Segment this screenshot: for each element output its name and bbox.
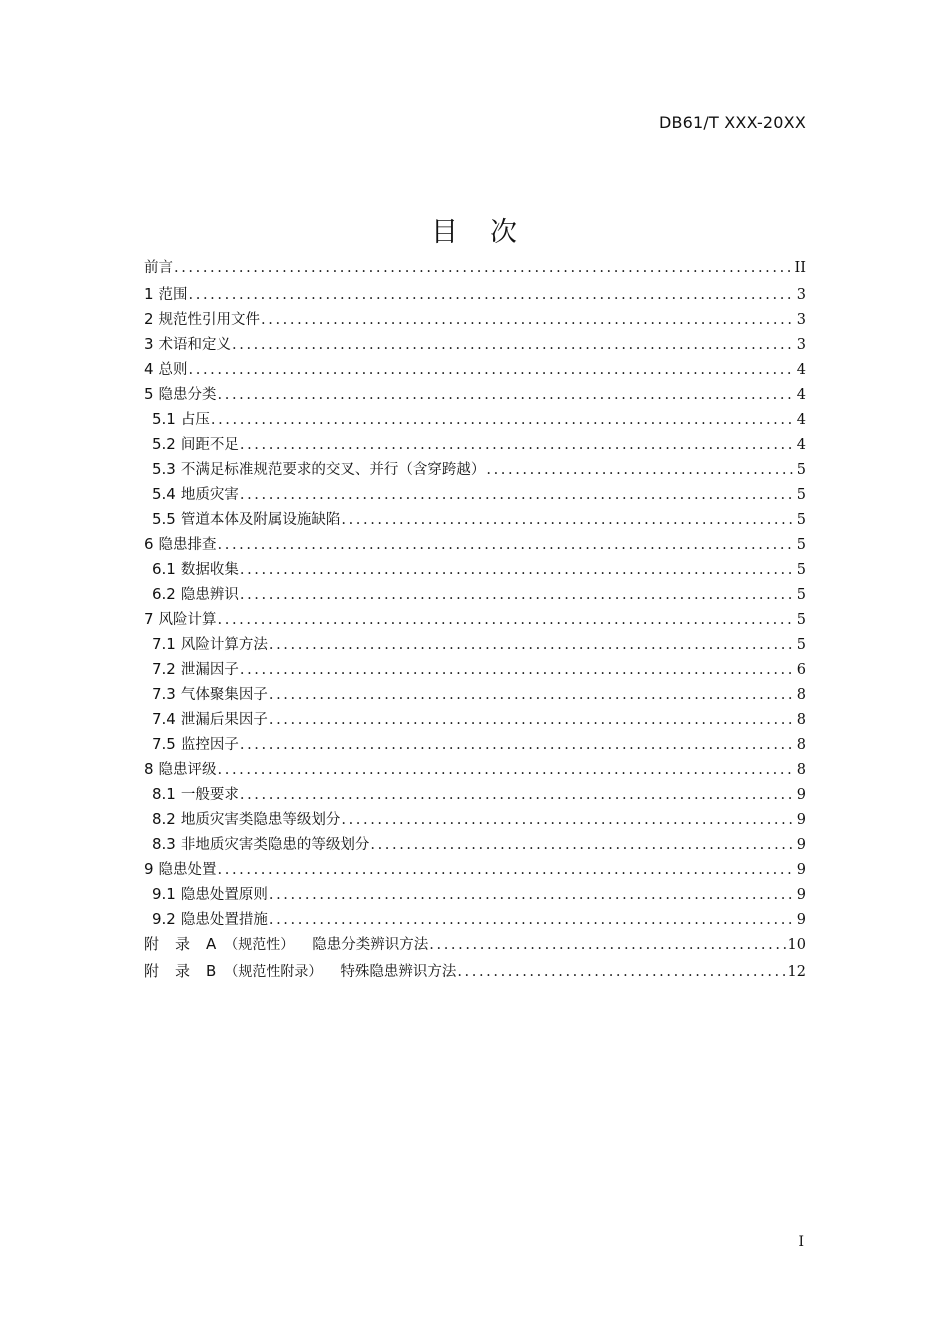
toc-entry-number: 4 xyxy=(144,360,154,378)
toc-entry[interactable] xyxy=(144,808,806,833)
toc-dot-leader xyxy=(188,287,795,303)
appendix-prefix xyxy=(144,960,216,981)
toc-dot-leader xyxy=(239,737,795,753)
toc-dot-leader xyxy=(456,964,785,980)
toc-entry-number: 6 xyxy=(144,535,154,553)
toc-entry[interactable] xyxy=(144,358,806,383)
toc-entry-page: 6 xyxy=(796,662,806,678)
toc-entry-number: 8 xyxy=(144,760,154,778)
toc-entry-number: 9 xyxy=(144,860,154,878)
toc-entry-page: II xyxy=(794,260,806,276)
toc-title-char-2: 次 xyxy=(490,217,519,248)
toc-entry-label: 泄漏后果因子 xyxy=(180,712,268,728)
page-number: I xyxy=(798,1234,804,1250)
toc-dot-leader xyxy=(268,712,795,728)
toc-entry[interactable] xyxy=(144,583,806,608)
toc-entry-page: 9 xyxy=(796,812,806,828)
toc-entry-page: 4 xyxy=(796,412,806,428)
toc-entry-page: 4 xyxy=(796,437,806,453)
toc-entry[interactable] xyxy=(144,883,806,908)
toc-entry-page: 8 xyxy=(796,737,806,753)
appendix-lu: 录 xyxy=(175,962,191,980)
toc-entry-number: 7.4 xyxy=(152,710,176,728)
toc-entry-number: 5.3 xyxy=(152,460,176,478)
toc-entry-label: 非地质灾害类隐患的等级划分 xyxy=(180,837,370,853)
toc-entry-number: 3 xyxy=(144,335,154,353)
toc-entry-page: 3 xyxy=(796,287,806,303)
toc-entry-label: 隐患分类 xyxy=(158,387,217,403)
toc-dot-leader xyxy=(239,562,795,578)
toc-entry-label: 隐患排查 xyxy=(158,537,217,553)
toc-dot-leader xyxy=(188,362,795,378)
toc-dot-leader xyxy=(173,260,793,276)
toc-entry-label: 范围 xyxy=(158,287,188,303)
appendix-letter: B xyxy=(206,962,217,980)
toc-entry[interactable] xyxy=(144,283,806,308)
toc-entry-number: 8.2 xyxy=(152,810,176,828)
toc-appendix-entry[interactable] xyxy=(144,933,806,960)
toc-dot-leader xyxy=(239,487,795,503)
toc-dot-leader xyxy=(485,462,794,478)
toc-dot-leader xyxy=(217,387,795,403)
toc-entry[interactable] xyxy=(144,333,806,358)
toc-entry-number: 6.2 xyxy=(152,585,176,603)
toc-entry-page: 5 xyxy=(796,512,806,528)
toc-entry[interactable] xyxy=(144,383,806,408)
toc-entry[interactable] xyxy=(144,458,806,483)
toc-dot-leader xyxy=(268,912,795,928)
toc-entry-label: 隐患辨识 xyxy=(180,587,239,603)
toc-entry-page: 5 xyxy=(796,462,806,478)
toc-entry-label: 风险计算 xyxy=(158,612,217,628)
appendix-kind: （规范性附录） xyxy=(224,964,323,980)
toc-dot-leader xyxy=(268,887,795,903)
toc-dot-leader xyxy=(340,812,794,828)
toc-entry[interactable] xyxy=(144,608,806,633)
toc-entry[interactable] xyxy=(144,483,806,508)
toc-entry[interactable] xyxy=(144,508,806,533)
standard-code: DB61/T XXX-20XX xyxy=(658,113,806,132)
toc-entry[interactable] xyxy=(144,633,806,658)
toc-entry-label: 风险计算方法 xyxy=(180,637,268,653)
toc-entry-label: 不满足标准规范要求的交叉、并行（含穿跨越） xyxy=(180,462,486,478)
toc-title-char-1: 目 xyxy=(431,217,460,248)
toc-entry-number: 8.3 xyxy=(152,835,176,853)
toc-entry-label: 泄漏因子 xyxy=(180,662,239,678)
toc-entry-page: 4 xyxy=(796,362,806,378)
toc-entry[interactable] xyxy=(144,683,806,708)
toc-dot-leader xyxy=(239,437,795,453)
toc-entry-page: 9 xyxy=(796,862,806,878)
toc-entry-label: 规范性引用文件 xyxy=(158,312,261,328)
toc-dot-leader xyxy=(239,787,795,803)
toc-entry-label: 一般要求 xyxy=(180,787,239,803)
appendix-label: 特殊隐患辨识方法 xyxy=(340,964,457,980)
toc-dot-leader xyxy=(369,837,794,853)
toc-dot-leader xyxy=(217,762,795,778)
toc-entry-number: 7.1 xyxy=(152,635,176,653)
toc-entry-number: 7.3 xyxy=(152,685,176,703)
toc-entry-page: 9 xyxy=(796,787,806,803)
appendix-letter: A xyxy=(206,935,217,953)
toc-dot-leader xyxy=(268,687,795,703)
toc-dot-leader xyxy=(239,587,795,603)
toc-entry[interactable] xyxy=(144,908,806,933)
toc-entry-number: 8.1 xyxy=(152,785,176,803)
toc-dot-leader xyxy=(210,412,795,428)
toc-dot-leader xyxy=(217,537,795,553)
toc-entry-number: 7.5 xyxy=(152,735,176,753)
toc-entry-label: 气体聚集因子 xyxy=(180,687,268,703)
toc-entry-number: 9.2 xyxy=(152,910,176,928)
toc-entry-page: 3 xyxy=(796,337,806,353)
table-of-contents xyxy=(144,256,806,987)
toc-entry-label: 地质灾害类隐患等级划分 xyxy=(180,812,341,828)
appendix-kind: （规范性） xyxy=(224,937,295,953)
toc-entry-page: 9 xyxy=(796,912,806,928)
toc-entry-number: 5 xyxy=(144,385,154,403)
appendix-fu: 附 xyxy=(144,962,160,980)
toc-entry-number: 5.4 xyxy=(152,485,176,503)
toc-entry[interactable] xyxy=(144,408,806,433)
appendix-fu: 附 xyxy=(144,935,160,953)
toc-entry[interactable] xyxy=(144,758,806,783)
toc-entry-page: 5 xyxy=(796,637,806,653)
toc-entry-label: 占压 xyxy=(180,412,210,428)
toc-dot-leader xyxy=(217,612,795,628)
toc-entry[interactable] xyxy=(144,733,806,758)
toc-entry-page: 5 xyxy=(796,587,806,603)
toc-dot-leader xyxy=(428,937,785,953)
toc-entry-page: 5 xyxy=(796,562,806,578)
toc-entry-number: 5.1 xyxy=(152,410,176,428)
toc-entry-label: 术语和定义 xyxy=(158,337,232,353)
toc-entry-label: 隐患处置措施 xyxy=(180,912,268,928)
toc-entry[interactable] xyxy=(144,708,806,733)
toc-entry-label: 数据收集 xyxy=(180,562,239,578)
toc-entry[interactable] xyxy=(144,558,806,583)
toc-entry[interactable] xyxy=(144,833,806,858)
toc-entry-page: 9 xyxy=(796,887,806,903)
toc-entry[interactable] xyxy=(144,433,806,458)
toc-entry-number: 6.1 xyxy=(152,560,176,578)
toc-entry-label: 前言 xyxy=(144,260,173,276)
toc-entry-number: 5.5 xyxy=(152,510,176,528)
toc-dot-leader xyxy=(268,637,795,653)
toc-entry-page: 5 xyxy=(796,487,806,503)
toc-entry[interactable] xyxy=(144,308,806,333)
toc-dot-leader xyxy=(239,662,795,678)
appendix-label: 隐患分类辨识方法 xyxy=(312,937,429,953)
toc-entry-label: 隐患评级 xyxy=(158,762,217,778)
toc-entry-label: 管道本体及附属设施缺陷 xyxy=(180,512,341,528)
toc-entry-label: 地质灾害 xyxy=(180,487,239,503)
toc-entry-page: 8 xyxy=(796,762,806,778)
toc-dot-leader xyxy=(260,312,795,328)
toc-entry-label: 总则 xyxy=(158,362,188,378)
toc-entry-page: 3 xyxy=(796,312,806,328)
toc-entry-label: 监控因子 xyxy=(180,737,239,753)
toc-entry-page: 8 xyxy=(796,687,806,703)
toc-entry[interactable] xyxy=(144,533,806,558)
toc-entry-label: 隐患处置 xyxy=(158,862,217,878)
toc-entry-label: 隐患处置原则 xyxy=(180,887,268,903)
toc-dot-leader xyxy=(340,512,794,528)
toc-dot-leader xyxy=(217,862,795,878)
toc-entry-page: 9 xyxy=(796,837,806,853)
appendix-page: 12 xyxy=(787,964,806,980)
toc-entry[interactable] xyxy=(144,256,806,283)
toc-title xyxy=(0,210,950,249)
toc-entry-page: 5 xyxy=(796,612,806,628)
toc-entry-page: 5 xyxy=(796,537,806,553)
appendix-prefix xyxy=(144,933,216,954)
appendix-page: 10 xyxy=(787,937,806,953)
toc-entry[interactable] xyxy=(144,783,806,808)
toc-entry-page: 4 xyxy=(796,387,806,403)
toc-appendix-entry[interactable] xyxy=(144,960,806,987)
toc-entry-number: 7.2 xyxy=(152,660,176,678)
toc-entry-number: 1 xyxy=(144,285,154,303)
toc-entry[interactable] xyxy=(144,658,806,683)
toc-entry-label: 间距不足 xyxy=(180,437,239,453)
toc-entry-number: 2 xyxy=(144,310,154,328)
toc-dot-leader xyxy=(231,337,795,353)
toc-entry-number: 5.2 xyxy=(152,435,176,453)
toc-entry[interactable] xyxy=(144,858,806,883)
appendix-lu: 录 xyxy=(175,935,191,953)
toc-entry-page: 8 xyxy=(796,712,806,728)
toc-entry-number: 7 xyxy=(144,610,154,628)
toc-entry-number: 9.1 xyxy=(152,885,176,903)
